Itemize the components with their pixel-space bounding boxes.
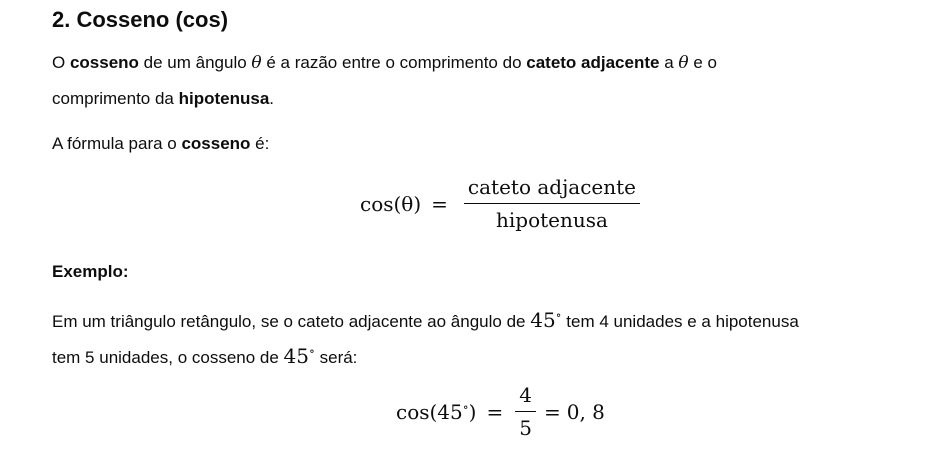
text: O [52,53,70,72]
angle-value: 45 [530,308,556,332]
example-formula [396,382,605,441]
equals-sign: = [431,191,448,216]
example-line-2 [52,336,357,373]
text: Em um triângulo retângulo, se o cateto adjacente ao ângulo de [52,312,531,331]
formula-lhs [396,400,476,424]
equals-sign: = [543,399,561,424]
fraction-denominator: 5 [519,416,532,440]
equals-sign: = [486,399,504,424]
example-label: Exemplo: [52,262,129,281]
text: tem 5 unidades, o cosseno de [52,348,284,367]
section-heading: 2. Cosseno (cos) [52,7,229,32]
fraction [464,174,640,233]
theta-symbol: θ [251,53,262,73]
lhs-text: cos(45 [396,399,463,424]
text: e o [688,53,717,72]
text: comprimento da [52,89,179,108]
fraction [515,382,536,441]
angle-value: 45 [283,344,309,368]
fraction-denominator: hipotenusa [495,208,608,232]
text: tem 4 unidades e a hipotenusa [561,312,799,331]
bold-term-cosseno: cosseno [69,53,139,72]
formula-result: 0, 8 [566,399,605,424]
fraction-numerator: 4 [519,383,532,407]
bold-term-cosseno: cosseno [181,134,251,153]
example-line-1 [52,300,799,337]
degree-symbol: ∘ [309,344,315,358]
degree-symbol: ∘ [462,399,469,414]
text: é a razão entre o comprimento do [261,53,527,72]
definition-line-1 [52,48,717,78]
fraction-numerator: cateto adjacente [467,175,636,199]
formula-lhs: cos(θ) [360,191,422,216]
text: a [659,53,679,72]
example-label-line [52,257,129,287]
text: será: [314,348,358,367]
theta-symbol: θ [678,53,689,73]
formula-intro [52,129,269,159]
definition-line-2 [52,84,274,114]
text: A fórmula para o [52,134,182,153]
text: de um ângulo [138,53,252,72]
bold-term-hipotenusa: hipotenusa [178,89,270,108]
cosine-formula [360,174,646,233]
bold-term-cateto-adjacente: cateto adjacente [526,53,660,72]
degree-symbol: ∘ [555,308,562,322]
text: . [269,89,275,108]
lhs-close: ) [468,399,477,424]
text: é: [250,134,270,153]
